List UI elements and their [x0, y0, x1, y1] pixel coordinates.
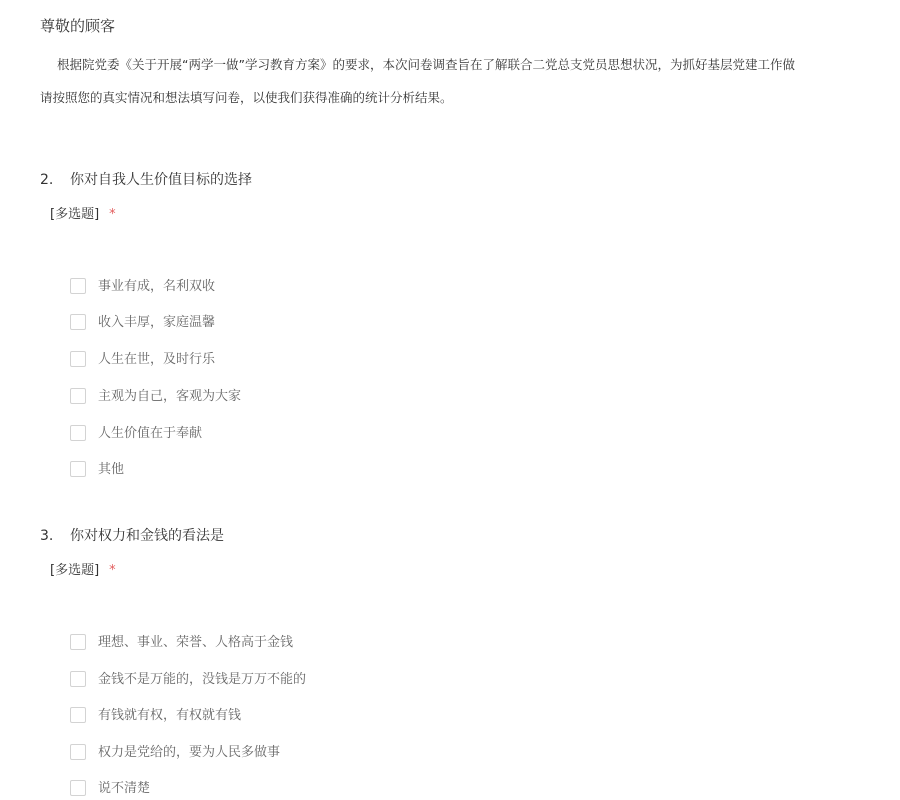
- option-label: 说不清楚: [98, 781, 151, 796]
- question-type-label: [50, 561, 116, 581]
- intro-text-line-2: 请按照您的真实情况和想法填写问卷，以使我们获得准确的统计分析结果。: [40, 90, 453, 105]
- checkbox[interactable]: [70, 278, 86, 294]
- question-title: [40, 526, 224, 546]
- checkbox[interactable]: [70, 744, 86, 760]
- question-text: 你对自我人生价值目标的选择: [70, 172, 252, 188]
- option-label: 人生在世，及时行乐: [98, 352, 216, 367]
- option-label: 事业有成，名利双收: [98, 279, 216, 294]
- question-number: 2.: [40, 172, 54, 188]
- question-title: [40, 170, 252, 190]
- option-label: 主观为自己，客观为大家: [98, 389, 242, 404]
- multi-select-tag: [多选题]: [50, 207, 100, 222]
- option-label: 金钱不是万能的，没钱是万万不能的: [98, 672, 307, 687]
- checkbox[interactable]: [70, 707, 86, 723]
- checkbox[interactable]: [70, 351, 86, 367]
- checkbox[interactable]: [70, 425, 86, 441]
- multi-select-tag: [多选题]: [50, 563, 100, 578]
- question-number: 3.: [40, 528, 54, 544]
- checkbox[interactable]: [70, 780, 86, 796]
- checkbox[interactable]: [70, 634, 86, 650]
- checkbox[interactable]: [70, 671, 86, 687]
- checkbox[interactable]: [70, 314, 86, 330]
- option-label: 有钱就有权，有权就有钱: [98, 708, 242, 723]
- greeting-heading: 尊敬的顾客: [40, 17, 116, 35]
- required-asterisk: *: [109, 563, 116, 578]
- checkbox[interactable]: [70, 461, 86, 477]
- option-label: 收入丰厚，家庭温馨: [98, 315, 216, 330]
- required-asterisk: *: [109, 207, 116, 222]
- option-label: 人生价值在于奉献: [98, 426, 203, 441]
- question-type-label: [50, 205, 116, 225]
- option-label: 其他: [98, 462, 125, 477]
- option-label: 权力是党给的，要为人民多做事: [98, 745, 281, 760]
- checkbox[interactable]: [70, 388, 86, 404]
- option-label: 理想、事业、荣誉、人格高于金钱: [98, 635, 294, 650]
- question-text: 你对权力和金钱的看法是: [70, 528, 224, 544]
- intro-text-line-1: 根据院党委《关于开展“两学一做”学习教育方案》的要求，本次问卷调查旨在了解联合二党总支党员思想状况，为抓好基层党建工作做: [57, 57, 795, 72]
